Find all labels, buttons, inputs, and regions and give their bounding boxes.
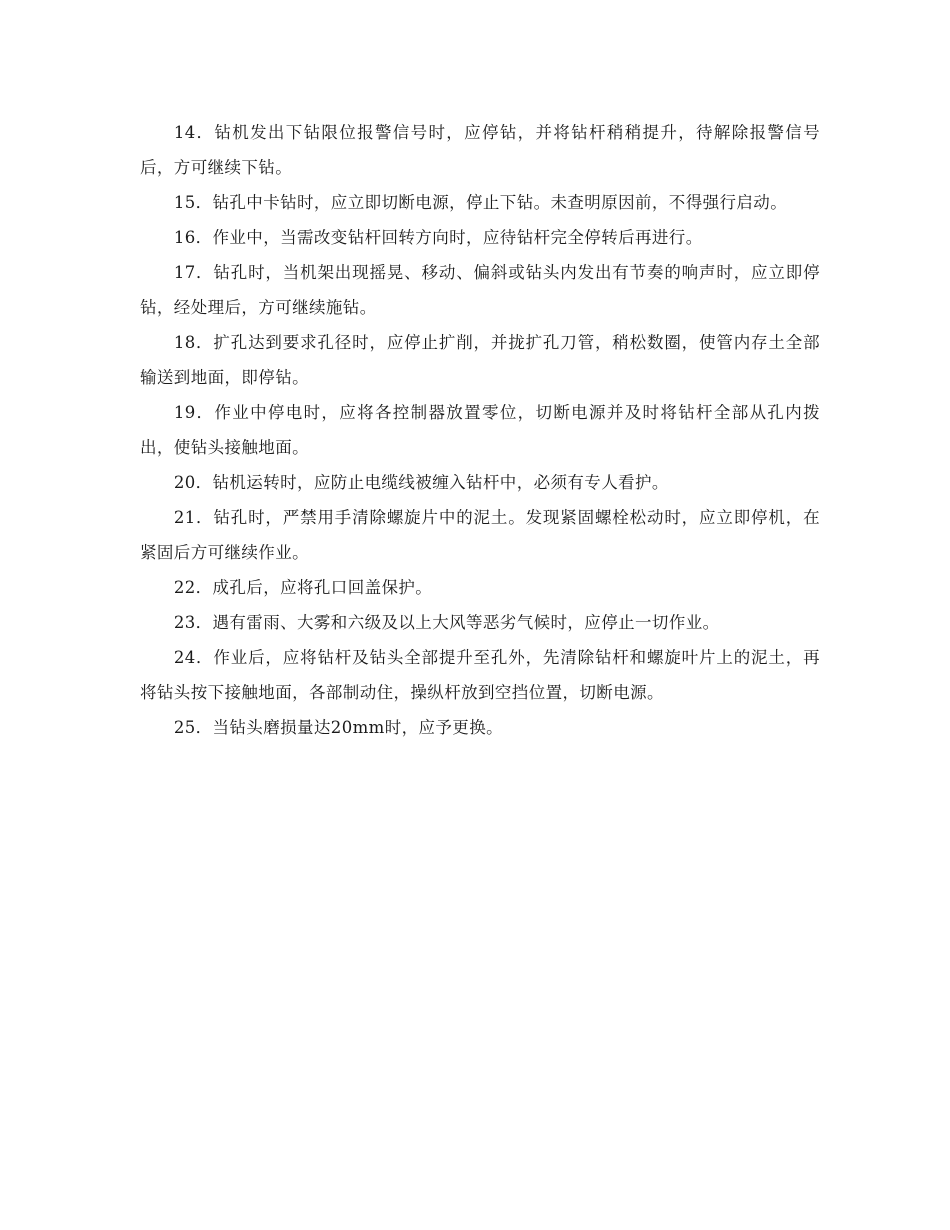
paragraph-14: 14．钻机发出下钻限位报警信号时，应停钻，并将钻杆稍稍提升，待解除报警信号后，方可继续下钻。: [140, 123, 820, 177]
paragraph-19: 19．作业中停电时，应将各控制器放置零位，切断电源并及时将钻杆全部从孔内拨出，使钻头接触地面。: [140, 403, 820, 457]
paragraph-21: 21．钻孔时，严禁用手清除螺旋片中的泥土。发现紧固螺栓松动时，应立即停机，在紧固后方可继续作业。: [140, 508, 820, 562]
paragraph-18: 18．扩孔达到要求孔径时，应停止扩削，并拢扩孔刀管，稍松数圈，使管内存土全部输送到地面，即停钻。: [140, 333, 820, 387]
paragraph-22: 22．成孔后，应将孔口回盖保护。: [173, 578, 433, 597]
paragraph-20: 20．钻机运转时，应防止电缆线被缠入钻杆中，必须有专人看护。: [173, 473, 669, 492]
paragraph-23: 23．遇有雷雨、大雾和六级及以上大风等恶劣气候时，应停止一切作业。: [173, 613, 720, 632]
paragraph-16: 16．作业中，当需改变钻杆回转方向时，应待钻杆完全停转后再进行。: [173, 228, 703, 247]
paragraph-24: 24．作业后，应将钻杆及钻头全部提升至孔外，先清除钻杆和螺旋叶片上的泥土，再将钻头按下接触地面，各部制动住，操纵杆放到空挡位置，切断电源。: [140, 648, 820, 702]
paragraph-25: 25．当钻头磨损量达20mm时，应予更换。: [173, 718, 503, 737]
document-body: [140, 115, 820, 745]
paragraph-15: 15．钻孔中卡钻时，应立即切断电源，停止下钻。未查明原因前，不得强行启动。: [173, 193, 788, 212]
paragraph-17: 17．钻孔时，当机架出现摇晃、移动、偏斜或钻头内发出有节奏的响声时，应立即停钻，经处理后，方可继续施钻。: [140, 263, 820, 317]
